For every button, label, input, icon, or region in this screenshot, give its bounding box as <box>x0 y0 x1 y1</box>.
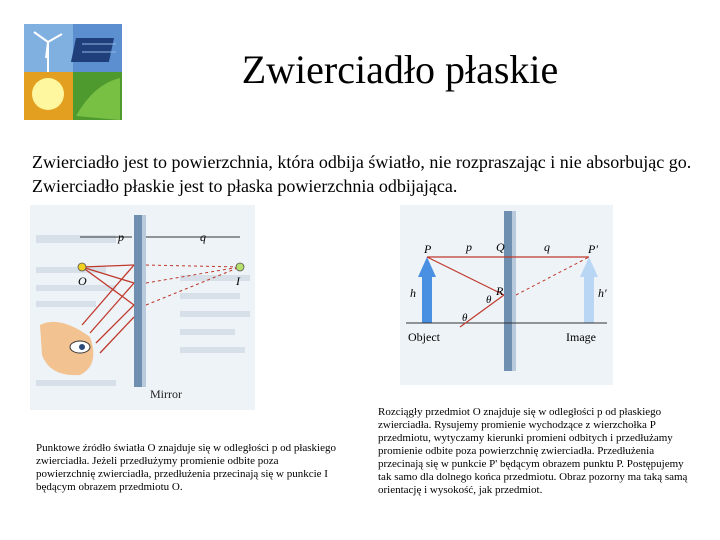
label-theta-upper: θ <box>486 294 492 306</box>
label-object: Object <box>408 330 440 344</box>
label-image: Image <box>566 330 596 344</box>
image-point-icon <box>236 263 244 271</box>
mirror-plane <box>134 215 142 387</box>
label-mirror: Mirror <box>150 387 182 401</box>
energy-collage-icon <box>24 24 122 120</box>
label-h: h <box>410 286 416 300</box>
label-I: I <box>236 274 240 288</box>
label-h-prime: h′ <box>598 286 607 300</box>
label-P-prime: P′ <box>588 242 598 256</box>
label-p: p <box>118 230 124 244</box>
label-p: p <box>466 240 472 254</box>
slide-title: Zwierciadło płaskie <box>241 47 559 92</box>
label-P: P <box>424 242 432 256</box>
mirror-plane <box>504 211 512 371</box>
label-theta-lower: θ <box>462 312 468 324</box>
label-q: q <box>544 240 550 254</box>
label-q: q <box>200 230 206 244</box>
caption-left: Punktowe źródło światła O znajduje się w odległości p od płaskiego zwierciadła. Jeżeli przedłużymy promienie odbite poza powierzchnię zwierciadła, przedłużenia przecinają się w punkcie I będącym obrazem przedmiotu O. <box>36 442 336 493</box>
label-O: O <box>78 274 87 288</box>
source-point-icon <box>78 263 86 271</box>
intro-text: Zwierciadło jest to powierzchnia, która odbija światło, nie rozpraszając i nie absorbując go. Zwierciadło płaskie jest to płaska powierzchnia odbijająca. <box>32 152 692 196</box>
caption-right: Rozciągły przedmiot O znajduje się w odległości p od płaskiego zwierciadła. Rysujemy promienie wychodzące z wierzchołka P przedmiotu, wytyczamy kierunki promieni odbitych i przedłużamy promienie odbite poza powierzchnię zwierciadła. Przedłużenia przecinają się w punkcie P' będącym obrazem punktu P. Postępujemy tak samo dla dolnego końca przedmiotu. Obraz pozorny ma taką samą orientację i wysokość, jak przedmiot. <box>378 406 688 496</box>
object-image-diagram <box>400 205 613 385</box>
label-R: R <box>496 284 504 298</box>
logo <box>24 24 122 120</box>
point-source-mirror-diagram <box>30 205 255 410</box>
label-Q: Q <box>496 240 505 254</box>
